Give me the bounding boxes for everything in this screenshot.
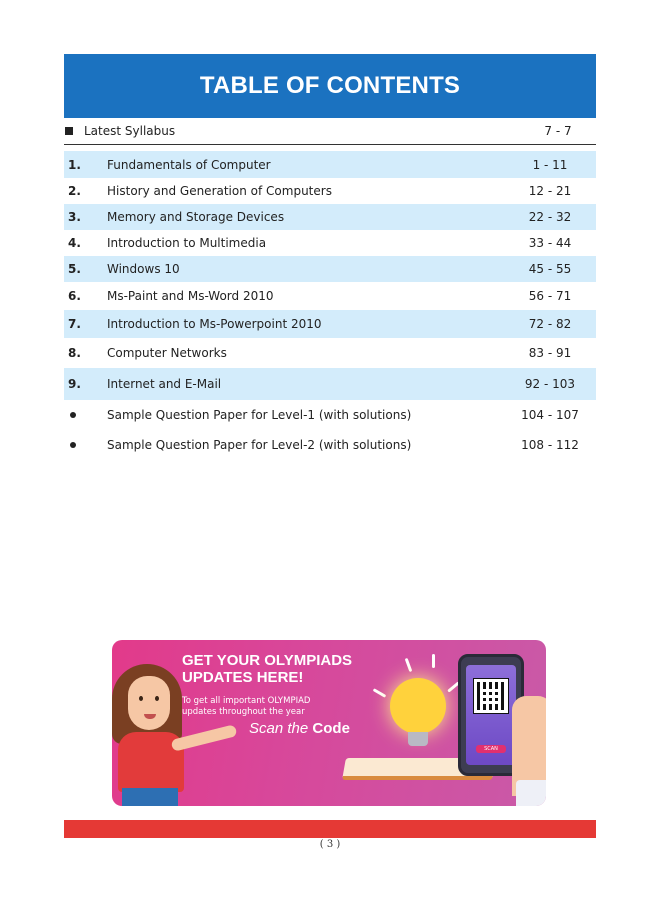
chapter-title: Introduction to Ms-Powerpoint 2010	[107, 317, 322, 331]
chapter-number: 9.	[68, 377, 81, 391]
sample-paper-row	[64, 430, 596, 460]
toc-row	[64, 368, 596, 400]
sample-paper-pages: 108 - 112	[521, 438, 579, 452]
chapter-number: 8.	[68, 346, 81, 360]
page-title: TABLE OF CONTENTS	[199, 72, 461, 99]
toc-row	[64, 151, 596, 178]
lightbulb-base	[408, 732, 428, 746]
chapter-pages: 45 - 55	[528, 262, 572, 276]
chapter-pages: 1 - 11	[532, 157, 568, 172]
chapter-number: 2.	[68, 184, 81, 198]
olympiad-banner	[112, 640, 546, 806]
chapter-number: 3.	[68, 210, 81, 224]
toc-row	[64, 338, 596, 368]
light-ray-icon	[373, 688, 387, 698]
scan-button: SCAN	[476, 745, 506, 753]
chapter-pages: 12 - 21	[528, 184, 572, 198]
chapter-number: 6.	[68, 289, 81, 303]
chapter-number: 7.	[68, 317, 81, 331]
chapter-title: Windows 10	[107, 262, 180, 276]
syllabus-pages: 7 - 7	[544, 124, 572, 138]
lightbulb-icon	[390, 678, 446, 734]
chapter-title: History and Generation of Computers	[107, 184, 332, 198]
toc-header	[64, 54, 596, 118]
girl-jeans	[122, 788, 178, 806]
chapter-number: 4.	[68, 236, 81, 250]
banner-heading: GET YOUR OLYMPIADS UPDATES HERE!	[182, 652, 353, 686]
square-bullet-icon	[65, 127, 73, 135]
chapter-title: Computer Networks	[107, 346, 227, 360]
round-bullet-icon	[70, 442, 76, 448]
scan-the-code-text: Scan the Code	[249, 720, 350, 737]
chapter-pages: 72 - 82	[528, 317, 572, 331]
shirt-sleeve	[516, 780, 546, 806]
girl-eye	[155, 696, 159, 701]
sample-paper-title: Sample Question Paper for Level-1 (with solutions)	[107, 408, 412, 422]
footer-bar	[64, 820, 596, 838]
chapter-pages: 22 - 32	[528, 210, 572, 224]
toc-list	[64, 151, 596, 460]
chapter-title: Introduction to Multimedia	[107, 236, 267, 250]
chapter-title: Memory and Storage Devices	[107, 210, 285, 224]
banner-subtext: To get all important OLYMPIAD updates throughout the year	[182, 696, 311, 717]
toc-row	[64, 256, 596, 282]
sample-paper-pages: 104 - 107	[521, 408, 579, 422]
phone-screen	[466, 665, 516, 765]
chapter-pages: 83 - 91	[528, 346, 572, 360]
toc-row	[64, 178, 596, 204]
light-ray-icon	[432, 654, 435, 668]
girl-face	[128, 676, 170, 730]
chapter-pages: 33 - 44	[528, 236, 572, 250]
chapter-title: Fundamentals of Computer	[107, 157, 271, 172]
round-bullet-icon	[70, 412, 76, 418]
chapter-number: 1.	[68, 157, 81, 172]
toc-row	[64, 310, 596, 338]
chapter-pages: 92 - 103	[524, 377, 576, 391]
syllabus-row	[64, 118, 596, 145]
chapter-number: 5.	[68, 262, 81, 276]
sample-paper-row	[64, 400, 596, 430]
light-ray-icon	[405, 658, 413, 672]
page-number: ( 3 )	[319, 839, 341, 850]
syllabus-title: Latest Syllabus	[84, 124, 176, 138]
toc-row	[64, 204, 596, 230]
chapter-title: Internet and E-Mail	[107, 377, 222, 391]
girl-eye	[139, 696, 143, 701]
sample-paper-title: Sample Question Paper for Level-2 (with solutions)	[107, 438, 412, 452]
qr-code-icon	[474, 679, 508, 713]
chapter-title: Ms-Paint and Ms-Word 2010	[107, 289, 274, 303]
chapter-pages: 56 - 71	[528, 289, 572, 303]
toc-row	[64, 282, 596, 310]
toc-row	[64, 230, 596, 256]
